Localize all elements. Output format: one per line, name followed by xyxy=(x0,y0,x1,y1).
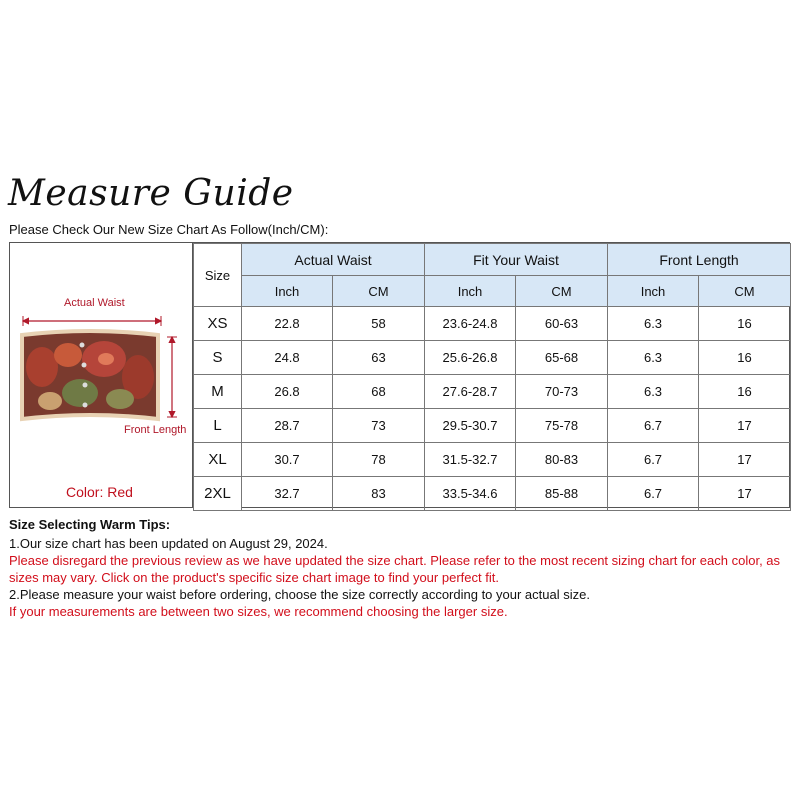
table-cell: 28.7 xyxy=(242,409,333,443)
table-cell: 17 xyxy=(699,409,791,443)
tip-between-sizes: If your measurements are between two sizes, we recommend choosing the larger size. xyxy=(9,604,508,619)
table-cell: 60-63 xyxy=(516,307,608,341)
table-cell: 27.6-28.7 xyxy=(425,375,516,409)
sub-header: Inch xyxy=(242,276,333,307)
table-cell: 6.7 xyxy=(608,443,699,477)
table-cell: 16 xyxy=(699,341,791,375)
page-title: Measure Guide xyxy=(8,173,294,214)
warm-tips xyxy=(9,516,794,620)
group-header-fit-your-waist: Fit Your Waist xyxy=(425,244,608,276)
table-row xyxy=(194,409,791,443)
table-cell: 65-68 xyxy=(516,341,608,375)
table-cell: 63 xyxy=(333,341,425,375)
product-photo-panel xyxy=(10,243,193,507)
front-length-annotation: Front Length xyxy=(124,424,187,436)
table-cell: 32.7 xyxy=(242,477,333,511)
table-cell: 6.3 xyxy=(608,341,699,375)
table-cell: 6.7 xyxy=(608,477,699,511)
sub-header: CM xyxy=(333,276,425,307)
table-cell: 29.5-30.7 xyxy=(425,409,516,443)
table-cell: 78 xyxy=(333,443,425,477)
tips-title: Size Selecting Warm Tips: xyxy=(9,517,171,532)
table-cell: 6.3 xyxy=(608,375,699,409)
table-cell: 33.5-34.6 xyxy=(425,477,516,511)
size-cell: S xyxy=(194,341,242,375)
tip-measure-waist: 2.Please measure your waist before ordering, choose the size correctly according to your actual size. xyxy=(9,587,590,602)
group-header-actual-waist: Actual Waist xyxy=(242,244,425,276)
table-cell: 26.8 xyxy=(242,375,333,409)
table-row xyxy=(194,375,791,409)
table-cell: 80-83 xyxy=(516,443,608,477)
table-cell: 83 xyxy=(333,477,425,511)
sub-header: Inch xyxy=(425,276,516,307)
size-table xyxy=(193,243,791,511)
size-cell: L xyxy=(194,409,242,443)
table-cell: 85-88 xyxy=(516,477,608,511)
corset-belt-image xyxy=(10,307,193,427)
table-cell: 31.5-32.7 xyxy=(425,443,516,477)
size-cell: M xyxy=(194,375,242,409)
size-cell: XL xyxy=(194,443,242,477)
table-cell: 25.6-26.8 xyxy=(425,341,516,375)
table-row xyxy=(194,477,791,511)
table-cell: 58 xyxy=(333,307,425,341)
size-header: Size xyxy=(194,244,242,307)
table-cell: 23.6-24.8 xyxy=(425,307,516,341)
color-label: Color: Red xyxy=(66,484,133,500)
size-chart xyxy=(9,242,790,508)
actual-waist-annotation: Actual Waist xyxy=(64,297,125,309)
size-cell: XS xyxy=(194,307,242,341)
table-row xyxy=(194,341,791,375)
group-header-front-length: Front Length xyxy=(608,244,791,276)
table-cell: 30.7 xyxy=(242,443,333,477)
sub-header: CM xyxy=(516,276,608,307)
tip-update-date: 1.Our size chart has been updated on August 29, 2024. xyxy=(9,536,328,551)
table-cell: 22.8 xyxy=(242,307,333,341)
table-cell: 6.7 xyxy=(608,409,699,443)
chart-subtitle: Please Check Our New Size Chart As Follow(Inch/CM): xyxy=(9,222,329,237)
sub-header: CM xyxy=(699,276,791,307)
table-row xyxy=(194,443,791,477)
table-cell: 16 xyxy=(699,375,791,409)
table-cell: 16 xyxy=(699,307,791,341)
table-cell: 68 xyxy=(333,375,425,409)
table-cell: 70-73 xyxy=(516,375,608,409)
size-cell: 2XL xyxy=(194,477,242,511)
table-cell: 17 xyxy=(699,477,791,511)
table-cell: 24.8 xyxy=(242,341,333,375)
table-cell: 6.3 xyxy=(608,307,699,341)
table-row xyxy=(194,307,791,341)
table-cell: 75-78 xyxy=(516,409,608,443)
tip-disregard-notice: Please disregard the previous review as we have updated the size chart. Please refer to the most recent sizing chart for each color, as sizes may vary. Click on the product's specific size chart image to find your perfect fit. xyxy=(9,553,781,585)
table-cell: 17 xyxy=(699,443,791,477)
sub-header: Inch xyxy=(608,276,699,307)
table-cell: 73 xyxy=(333,409,425,443)
